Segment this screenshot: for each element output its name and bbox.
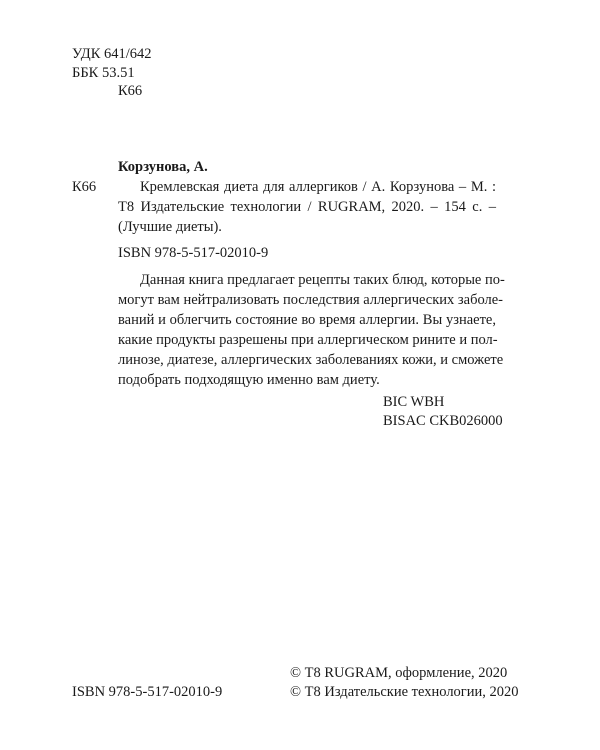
entry-code: К66 [72, 179, 97, 195]
annotation-line: ваний и облегчить состояние во время аллергии. Вы узнаете, [118, 312, 496, 328]
annotation-line: какие продукты разрешены при аллергическом рините и пол- [118, 332, 498, 348]
copyright-line: © Т8 RUGRAM, оформление, 2020 [290, 665, 508, 681]
author-mark: К66 [118, 83, 143, 99]
udk-code: УДК 641/642 [72, 46, 152, 62]
description-line: (Лучшие диеты). [118, 219, 222, 235]
annotation-line: Данная книга предлагает рецепты таких блюд, которые по- [140, 272, 505, 288]
bbk-code: ББК 53.51 [72, 65, 135, 81]
author-name: Корзунова, А. [118, 159, 208, 175]
annotation-line: могут вам нейтрализовать последствия аллергических заболе- [118, 292, 504, 308]
entry-isbn: ISBN 978-5-517-02010-9 [118, 245, 269, 261]
copyright-line: © Т8 Издательские технологии, 2020 [290, 684, 519, 700]
footer-isbn: ISBN 978-5-517-02010-9 [72, 684, 223, 700]
annotation-line: линозе, диатезе, аллергических заболеваниях кожи, и сможете [118, 352, 504, 368]
annotation [118, 270, 505, 390]
bisac-code: BISAC CKB026000 [383, 413, 503, 429]
annotation-line: подобрать подходящую именно вам диету. [118, 372, 380, 388]
bibliographic-description [118, 177, 496, 237]
bic-code: BIC WBH [383, 394, 445, 410]
description-line: Кремлевская диета для аллергиков / А. Корзунова – М. : [140, 179, 496, 195]
description-line: Т8 Издательские технологии / RUGRAM, 2020. – 154 с. – [118, 199, 496, 215]
